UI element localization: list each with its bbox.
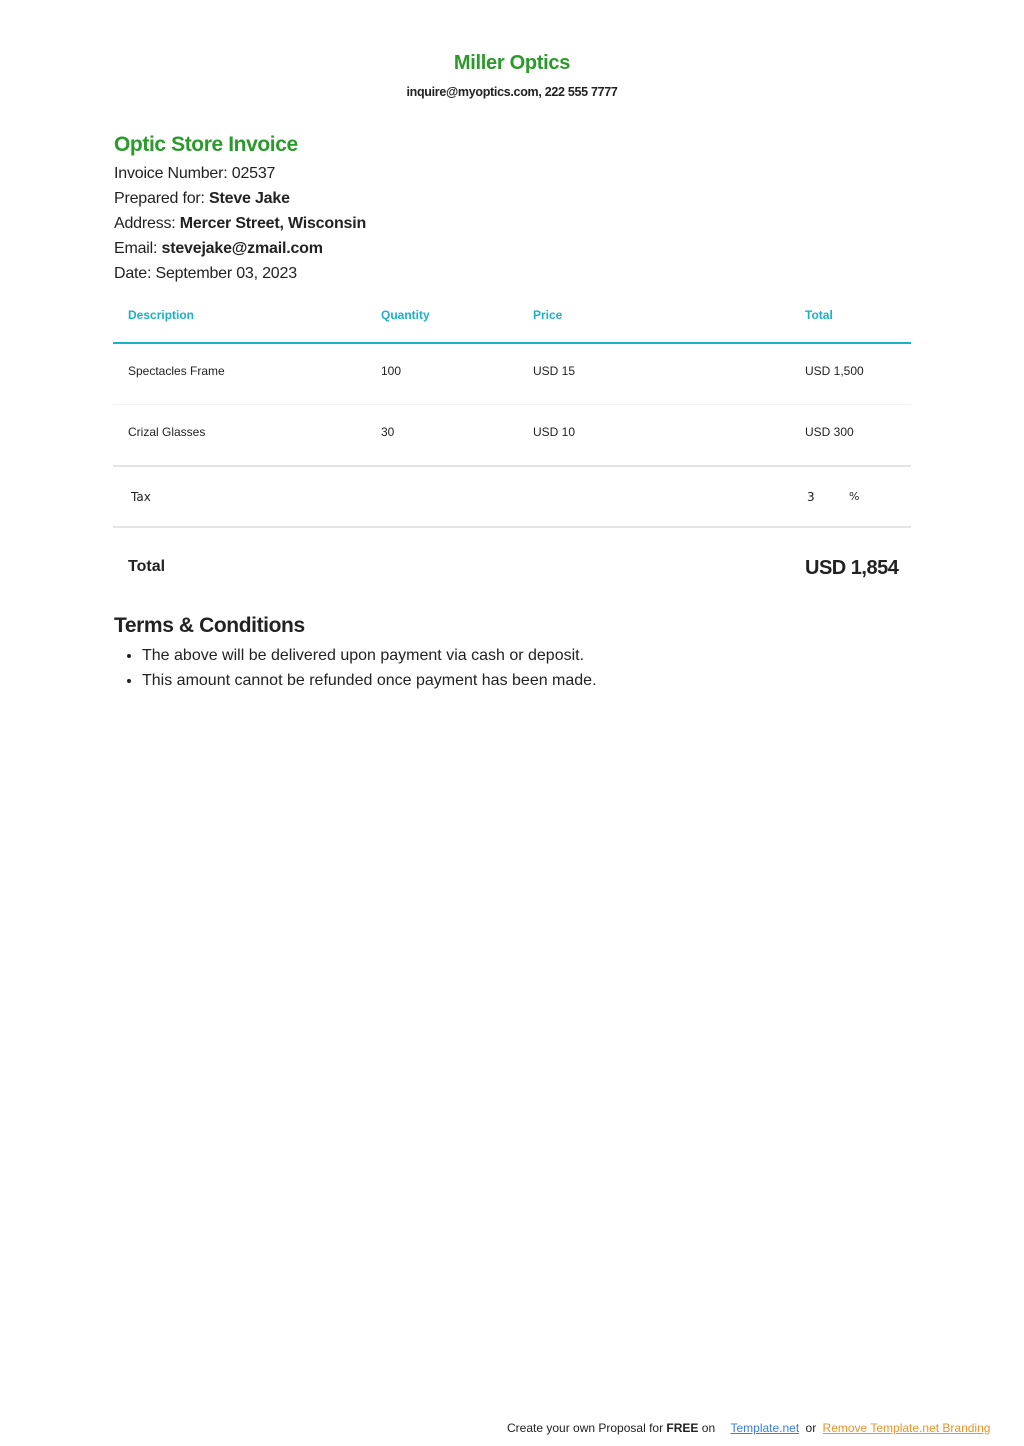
tax-label: Tax bbox=[131, 490, 151, 504]
remove-branding-link[interactable]: Remove Template.net Branding bbox=[822, 1421, 991, 1435]
terms-title: Terms & Conditions bbox=[114, 614, 305, 637]
date bbox=[114, 265, 297, 283]
value: Mercer Street, Wisconsin bbox=[179, 215, 367, 232]
prepared-for bbox=[114, 190, 290, 208]
header-quantity: Quantity bbox=[381, 308, 430, 322]
header-total: Total bbox=[805, 308, 833, 322]
footer-text: Create your own Proposal for bbox=[507, 1421, 667, 1435]
label: Prepared for: bbox=[114, 190, 205, 207]
row-divider bbox=[113, 465, 911, 467]
label: Date: bbox=[114, 265, 152, 282]
company-contact: inquire@myoptics.com, 222 555 7777 bbox=[406, 85, 618, 99]
tax-unit: % bbox=[849, 490, 860, 503]
footer-free: FREE bbox=[666, 1421, 699, 1435]
terms-list bbox=[114, 645, 597, 695]
row-2-total: USD 300 bbox=[805, 425, 854, 439]
label: Invoice Number: bbox=[114, 165, 228, 182]
value: September 03, 2023 bbox=[155, 265, 297, 282]
header-description: Description bbox=[128, 308, 195, 322]
footer-or: or bbox=[805, 1421, 817, 1435]
row-1-price: USD 15 bbox=[533, 364, 576, 378]
label: Address: bbox=[114, 215, 176, 232]
row-2-price: USD 10 bbox=[533, 425, 576, 439]
terms-item: • The above will be delivered upon payment via cash or deposit. bbox=[142, 645, 597, 670]
row-1-quantity: 100 bbox=[381, 364, 402, 378]
company-name: Miller Optics bbox=[453, 52, 571, 74]
row-1-total: USD 1,500 bbox=[805, 364, 864, 378]
total-value: USD 1,854 bbox=[805, 557, 899, 579]
row-2-description: Crizal Glasses bbox=[128, 425, 206, 439]
header-price: Price bbox=[533, 308, 563, 322]
invoice-title: Optic Store Invoice bbox=[114, 133, 298, 156]
email bbox=[114, 240, 323, 258]
value: Steve Jake bbox=[209, 190, 290, 207]
footer-branding bbox=[507, 1421, 990, 1435]
row-1-description: Spectacles Frame bbox=[128, 364, 225, 378]
address bbox=[114, 215, 366, 233]
row-2-quantity: 30 bbox=[381, 425, 395, 439]
row-divider bbox=[113, 404, 911, 405]
row-divider bbox=[113, 526, 911, 528]
invoice-number bbox=[114, 165, 275, 183]
header-divider bbox=[113, 342, 911, 344]
tax-value: 3 bbox=[807, 490, 815, 504]
total-label: Total bbox=[128, 558, 166, 575]
terms-item: • This amount cannot be refunded once payment has been made. bbox=[142, 670, 597, 695]
value: stevejake@zmail.com bbox=[161, 240, 323, 257]
template-net-link[interactable]: Template.net bbox=[730, 1421, 800, 1435]
label: Email: bbox=[114, 240, 158, 257]
value: 02537 bbox=[231, 165, 276, 182]
footer-text: on bbox=[698, 1421, 716, 1435]
